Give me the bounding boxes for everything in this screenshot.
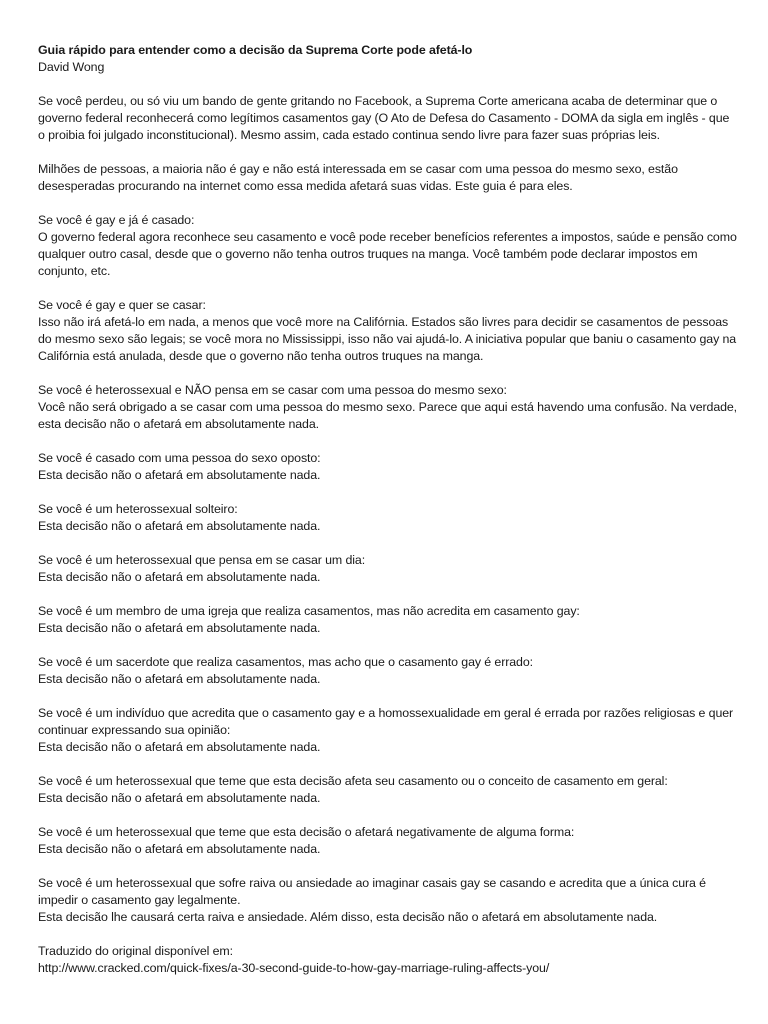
section-heading: Se você é gay e quer se casar: <box>38 298 206 312</box>
section-gay-married <box>38 212 738 280</box>
document-title: Guia rápido para entender como a decisão da Suprema Corte pode afetá-lo <box>38 43 473 57</box>
source-link[interactable]: http://www.cracked.com/quick-fixes/a-30-second-guide-to-how-gay-marriage-ruling-affects-you/ <box>38 961 550 975</box>
section-married-opposite-sex <box>38 450 738 484</box>
section-church-member <box>38 603 738 637</box>
section-heading: Se você é gay e já é casado: <box>38 213 195 227</box>
section-heading: Se você é um heterossexual solteiro: <box>38 502 238 516</box>
section-body: Esta decisão não o afetará em absolutamente nada. <box>38 740 321 754</box>
section-heading: Se você é um heterossexual que sofre raiva ou ansiedade ao imaginar casais gay se casando e acredita que a única cura é impedir o casamento gay legalmente. <box>38 876 706 907</box>
section-hetero-future-marry <box>38 552 738 586</box>
intro-text: Se você perdeu, ou só viu um bando de gente gritando no Facebook, a Suprema Corte americana acaba de determinar que o governo federal reconhecerá como legítimos casamentos gay (O Ato de Defesa do Casamento - DOMA da sigla em inglês - que o proibia foi julgado inconstitucional). Mesmo assim, cada estado continua sendo livre para fazer suas próprias leis. <box>38 94 730 142</box>
intro-paragraph <box>38 93 738 144</box>
document-author: David Wong <box>38 60 105 74</box>
section-heading: Se você é heterossexual e NÃO pensa em se casar com uma pessoa do mesmo sexo: <box>38 383 507 397</box>
section-religious-opinion <box>38 705 738 756</box>
section-body: Isso não irá afetá-lo em nada, a menos que você more na Califórnia. Estados são livres para decidir se casamentos de pessoas do mesmo sexo são legais; se você mora no Mississippi, isso não vai ajudá-lo. A iniciativa popular que baniu o casamento gay na Califórnia está anulada, desde que o governo não tenha outros truques na manga. <box>38 315 737 363</box>
section-hetero-single <box>38 501 738 535</box>
section-heading: Se você é um heterossexual que teme que esta decisão afeta seu casamento ou o conceito de casamento em geral: <box>38 774 668 788</box>
section-heading: Se você é um membro de uma igreja que realiza casamentos, mas não acredita em casamento gay: <box>38 604 580 618</box>
section-hetero-anger-anxiety <box>38 875 738 926</box>
section-body: Esta decisão não o afetará em absolutamente nada. <box>38 791 321 805</box>
section-body: Esta decisão não o afetará em absolutamente nada. <box>38 842 321 856</box>
section-heading: Se você é um heterossexual que pensa em se casar um dia: <box>38 553 366 567</box>
footer-source <box>38 943 738 977</box>
section-gay-wants-marry <box>38 297 738 365</box>
section-body: Você não será obrigado a se casar com uma pessoa do mesmo sexo. Parece que aqui está havendo uma confusão. Na verdade, esta decisão não o afetará em absolutamente nada. <box>38 400 738 431</box>
section-body: Esta decisão não o afetará em absolutamente nada. <box>38 570 321 584</box>
section-hetero-not-same-sex <box>38 382 738 433</box>
intro-text: Milhões de pessoas, a maioria não é gay e não está interessada em se casar com uma pessoa do mesmo sexo, estão desesperadas procurando na internet como essa medida afetará suas vidas. Este guia é para eles. <box>38 162 678 193</box>
section-heading: Se você é um heterossexual que teme que esta decisão o afetará negativamente de alguma forma: <box>38 825 575 839</box>
section-heading: Se você é casado com uma pessoa do sexo oposto: <box>38 451 321 465</box>
section-priest <box>38 654 738 688</box>
section-body: Esta decisão não o afetará em absolutamente nada. <box>38 519 321 533</box>
section-body: O governo federal agora reconhece seu casamento e você pode receber benefícios referentes a impostos, saúde e pensão como qualquer outro casal, desde que o governo não tenha outros truques na manga. Você também pode declarar impostos em conjunto, etc. <box>38 230 737 278</box>
section-body: Esta decisão lhe causará certa raiva e ansiedade. Além disso, esta decisão não o afetará em absolutamente nada. <box>38 910 658 924</box>
section-body: Esta decisão não o afetará em absolutamente nada. <box>38 468 321 482</box>
section-heading: Se você é um sacerdote que realiza casamentos, mas acho que o casamento gay é errado: <box>38 655 533 669</box>
footer-label: Traduzido do original disponível em: <box>38 944 233 958</box>
section-body: Esta decisão não o afetará em absolutamente nada. <box>38 621 321 635</box>
section-hetero-fears-marriage <box>38 773 738 807</box>
section-heading: Se você é um indivíduo que acredita que o casamento gay e a homossexualidade em geral é errada por razões religiosas e quer continuar expressando sua opinião: <box>38 706 734 737</box>
section-hetero-fears-negative <box>38 824 738 858</box>
intro-paragraph <box>38 161 738 195</box>
section-body: Esta decisão não o afetará em absolutamente nada. <box>38 672 321 686</box>
